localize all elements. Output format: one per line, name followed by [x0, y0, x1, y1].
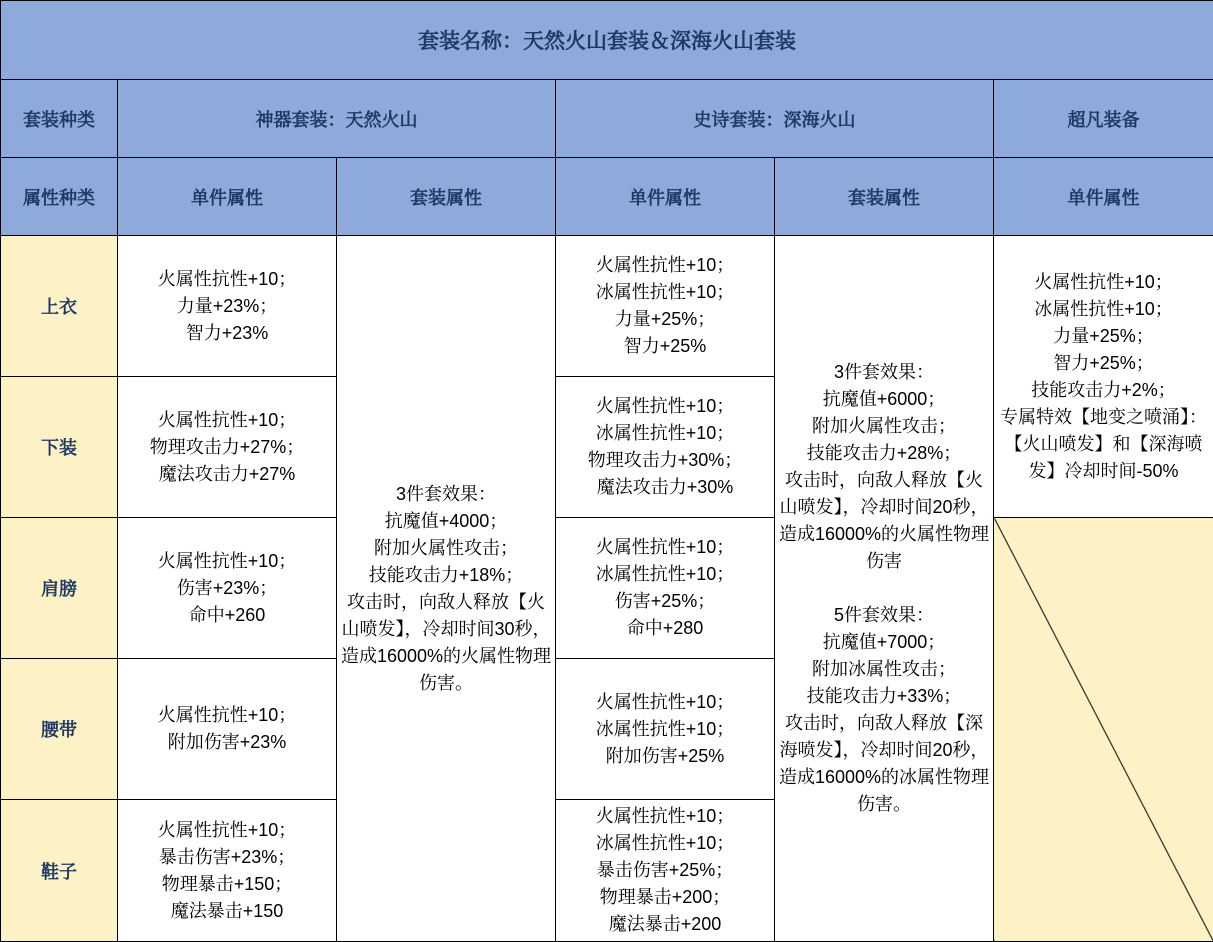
header-artifact-set: 神器套装：天然火山 — [118, 80, 556, 158]
header-artifact-single: 单件属性 — [118, 158, 337, 236]
table-row — [1, 236, 1213, 377]
table-row — [1, 518, 1213, 659]
header-attribute-type-label: 属性种类 — [1, 158, 118, 236]
header-transcend-equipment: 超凡装备 — [994, 80, 1213, 158]
part-label-top: 上衣 — [1, 236, 118, 377]
empty-diagonal-cell — [994, 518, 1213, 942]
epic-set-effect: 3件套效果： 抗魔值+6000； 附加火属性攻击； 技能攻击力+28%； 攻击时，向敌人释放【火山喷发】，冷却时间20秒，造成16000%的火属性物理伤害 5件套效果： 抗魔值+7000； 附加冰属性攻击； 技能攻击力+33%； 攻击时，向敌人释放【深海喷发】，冷却时间20秒，造成16000%的冰属性物理伤害。 — [775, 236, 994, 942]
epic-single-belt: 火属性抗性+10； 冰属性抗性+10； 附加伤害+25% — [556, 659, 775, 800]
artifact-single-belt: 火属性抗性+10； 附加伤害+23% — [118, 659, 337, 800]
epic-single-shoes: 火属性抗性+10； 冰属性抗性+10； 暴击伤害+25%； 物理暴击+200； 魔法暴击+200 — [556, 800, 775, 942]
epic-single-bottom: 火属性抗性+10； 冰属性抗性+10； 物理攻击力+30%； 魔法攻击力+30% — [556, 377, 775, 518]
set-title: 套装名称：天然火山套装＆深海火山套装 — [1, 1, 1213, 80]
header-epic-set: 史诗套装：深海火山 — [556, 80, 994, 158]
header-set-type-label: 套装种类 — [1, 80, 118, 158]
artifact-single-shoes: 火属性抗性+10； 暴击伤害+23%； 物理暴击+150； 魔法暴击+150 — [118, 800, 337, 942]
artifact-single-shoulder: 火属性抗性+10； 伤害+23%； 命中+260 — [118, 518, 337, 659]
header-epic-single: 单件属性 — [556, 158, 775, 236]
part-label-bottom: 下装 — [1, 377, 118, 518]
transcend-single-attr: 火属性抗性+10； 冰属性抗性+10； 力量+25%； 智力+25%； 技能攻击力+2%； 专属特效【地变之喷涌】：【火山喷发】和【深海喷发】冷却时间-50% — [994, 236, 1213, 518]
epic-single-top: 火属性抗性+10； 冰属性抗性+10； 力量+25%； 智力+25% — [556, 236, 775, 377]
artifact-single-top: 火属性抗性+10； 力量+23%； 智力+23% — [118, 236, 337, 377]
header-epic-set-attr: 套装属性 — [775, 158, 994, 236]
header-artifact-set-attr: 套装属性 — [337, 158, 556, 236]
artifact-set-effect: 3件套效果： 抗魔值+4000； 附加火属性攻击； 技能攻击力+18%； 攻击时，向敌人释放【火山喷发】，冷却时间30秒，造成16000%的火属性物理伤害。 — [337, 236, 556, 942]
part-label-shoes: 鞋子 — [1, 800, 118, 942]
part-label-belt: 腰带 — [1, 659, 118, 800]
header-transcend-single: 单件属性 — [994, 158, 1213, 236]
epic-single-shoulder: 火属性抗性+10； 冰属性抗性+10； 伤害+25%； 命中+280 — [556, 518, 775, 659]
artifact-single-bottom: 火属性抗性+10； 物理攻击力+27%； 魔法攻击力+27% — [118, 377, 337, 518]
part-label-shoulder: 肩膀 — [1, 518, 118, 659]
